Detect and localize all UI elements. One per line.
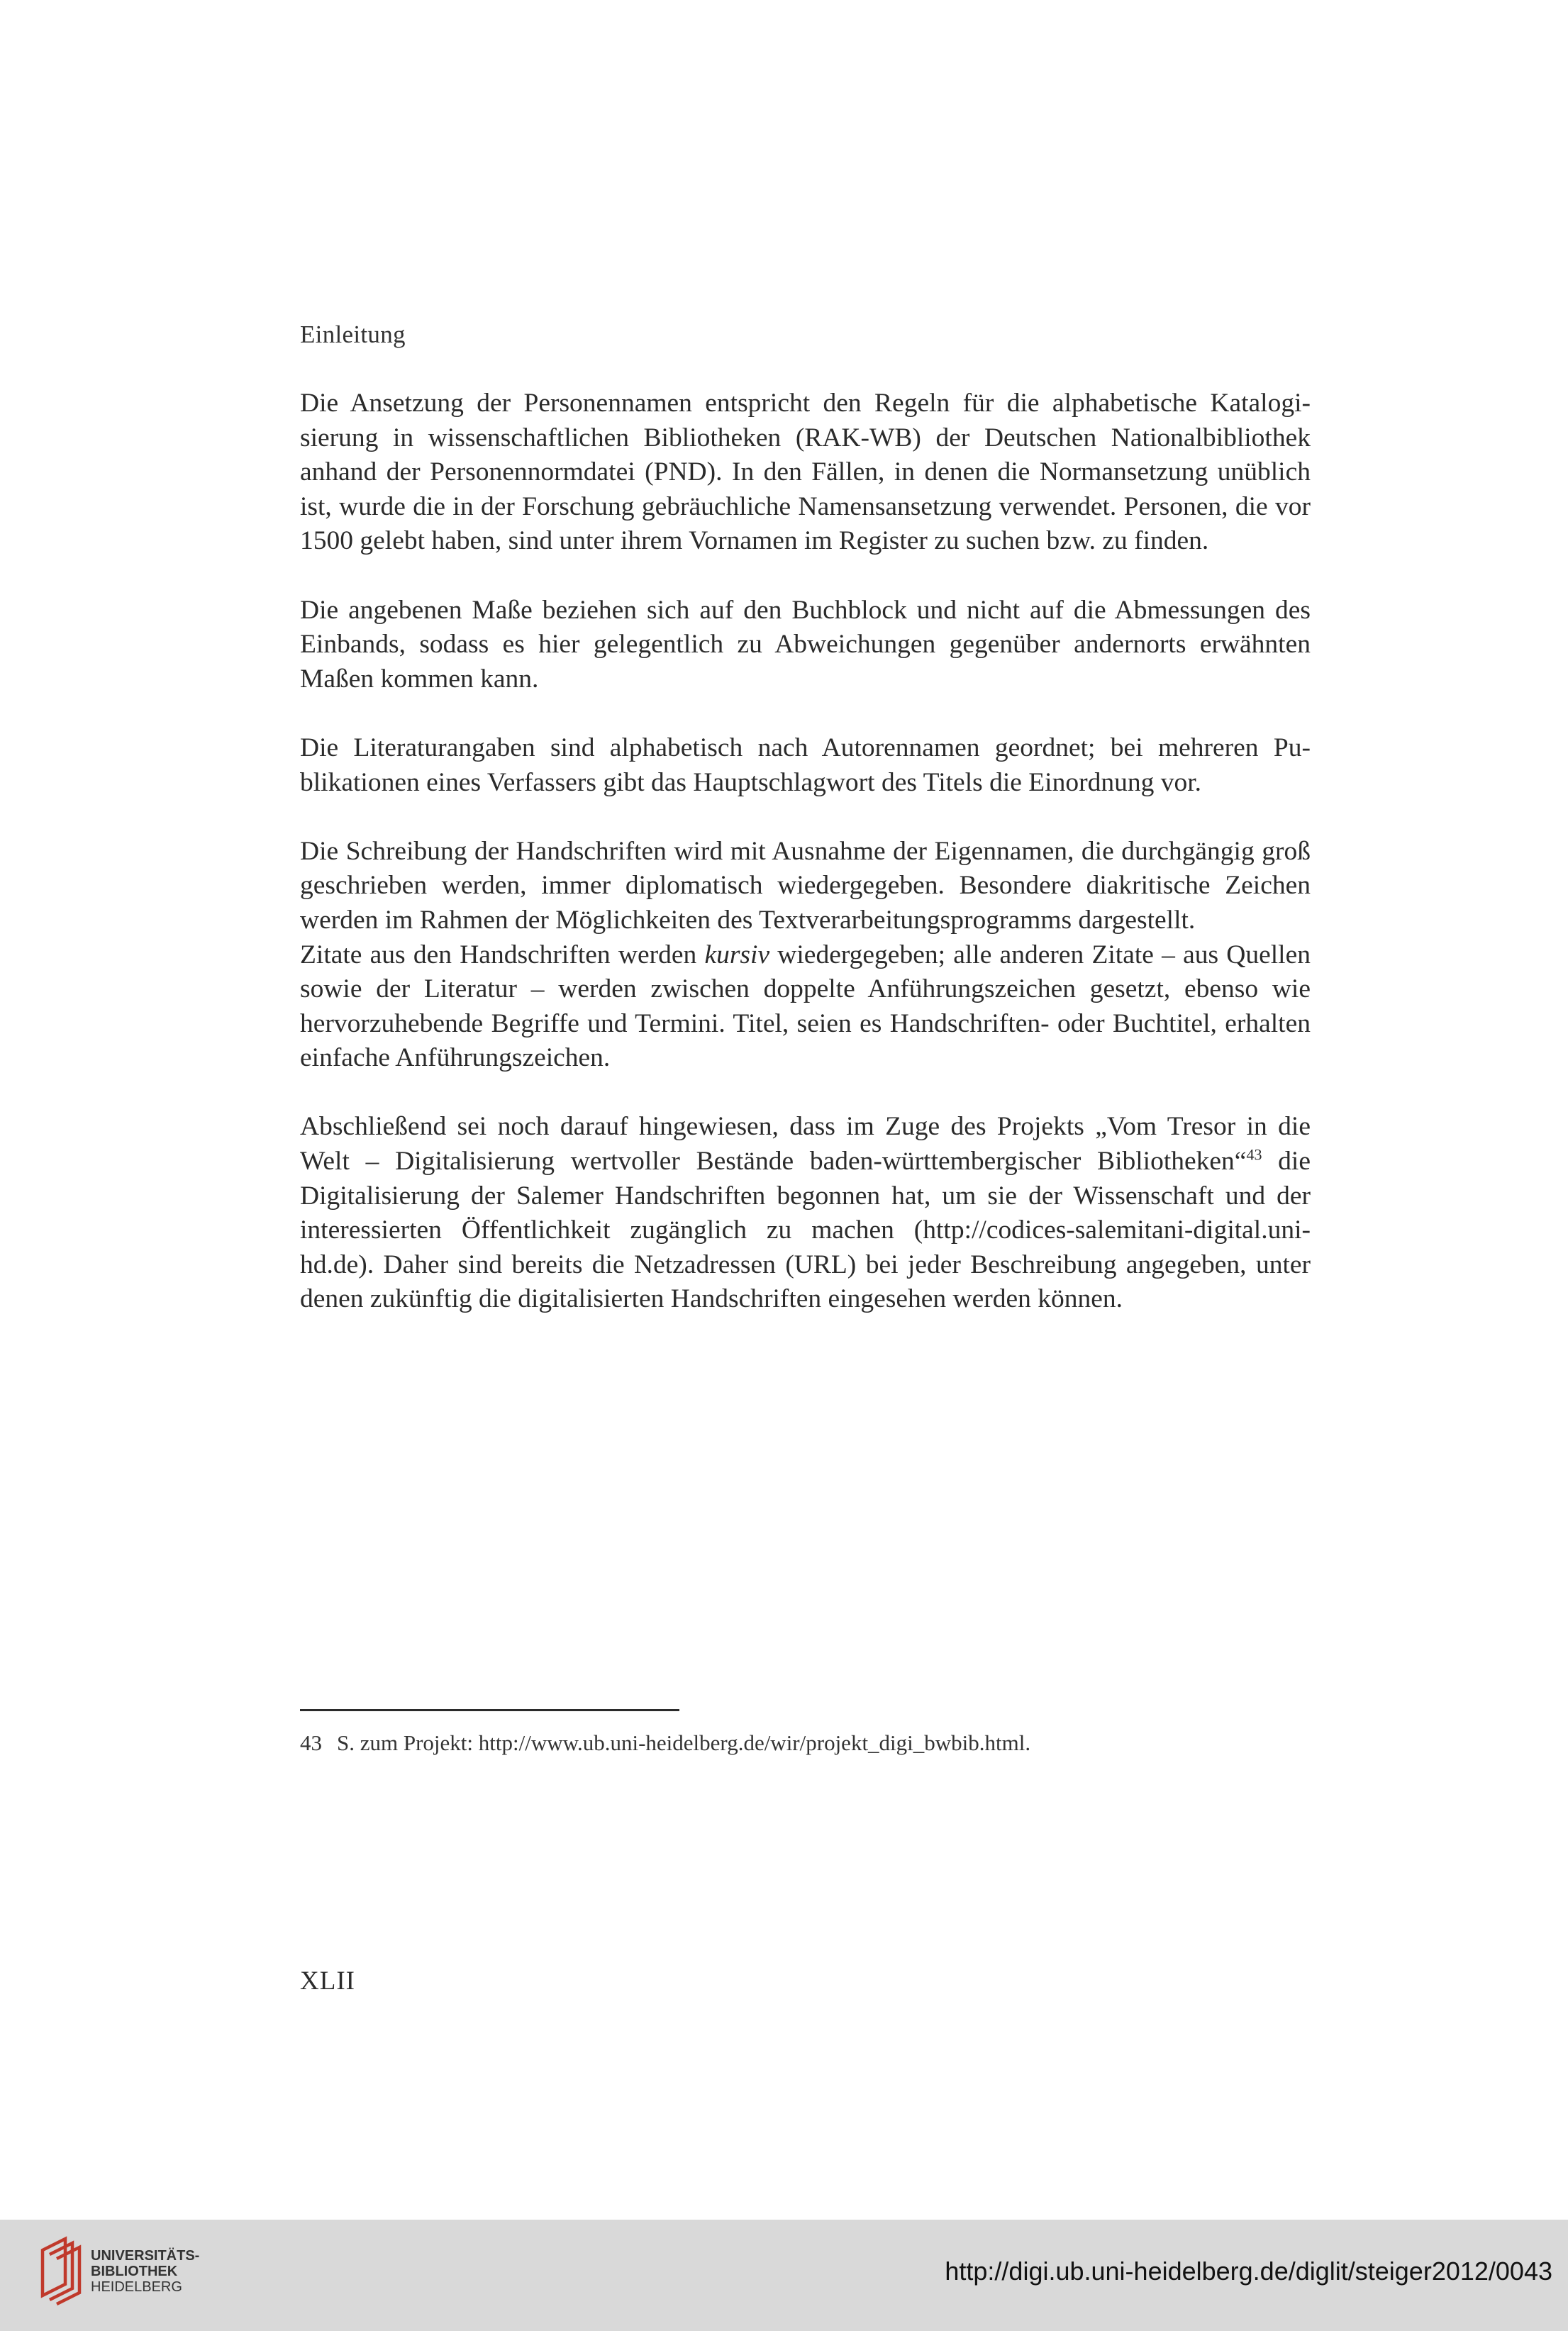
paragraph-quotations [300,938,1311,1076]
paragraph-digitization [300,1110,1311,1317]
footnote-number: 43 [300,1730,322,1755]
paragraph-bibliography: Die Literaturangaben sind alphabetisch nach Autorennamen geordnet; bei mehreren Publikationen eines Verfassers gibt das Hauptschlagwort des Titels die Einordnung vor. [300,733,1311,797]
footnote-text: S. zum Projekt: http://www.ub.uni-heidelberg.de/wir/projekt_digi_bwbib.html. [337,1730,1031,1755]
paragraph-name-conventions: Die Ansetzung der Personennamen entspricht den Regeln für die alphabetische Katalogisierung in wissenschaftlichen Bibliotheken (RAK-WB) der Deutschen Nationalbibliothek anhand der Personennormdatei (PND). In den Fällen, in denen die Normansetzung unüblich ist, wurde die in der Forschung gebräuchliche Namensansetzung verwendet. Personen, die vor 1500 gelebt haben, sind unter ihrem Vornamen im Register zu suchen bzw. zu finden. [300,389,1311,556]
italic-term: kursiv [704,940,770,969]
running-head: Einleitung [300,321,406,348]
footnote-reference[interactable]: 43 [1246,1145,1262,1164]
quotations-text-start: Zitate aus den Handschriften werden [300,940,705,969]
footnote [300,1730,1030,1757]
paragraph-measurements: Die angebenen Maße beziehen sich auf den Buchblock und nicht auf die Abmessungen des Einbands, sodass es hier gelegentlich zu Abweichungen gegenüber andernorts erwähnten Maßen kommen kann. [300,595,1311,694]
library-logo-icon[interactable] [37,2235,87,2305]
library-logo-text [91,2248,199,2295]
page-number: XLII [300,1966,355,1996]
paragraph-transcription: Die Schreibung der Handschriften wird mit Ausnahme der Eigennamen, die durchgängig groß geschrieben werden, immer diplomatisch wiedergegeben. Besondere diakritische Zeichen werden im Rahmen der Möglichkeiten des Textverarbeitungsprogramms dargestellt. [300,836,1311,935]
quotations-text-end: wiedergegeben; alle anderen Zitate – aus Quellen sowie der Literatur – werden zwischen doppelte Anführungszeichen gesetzt, ebenso wie hervorzuhebende Begriffe und Termini. Titel, seien es Handschriften- oder Buchtitel, erhalten einfache Anführungszeichen. [300,940,1311,1073]
digitization-text-end: die Digitalisierung der Salemer Handschriften begonnen hat, um sie der Wissenschaft und der interessierten Öffentlichkeit zugänglich zu machen (http://codices-salemitani-digital.uni-hd.de). Daher sind bereits die Netzadressen (URL) bei jeder Beschreibung angegeben, unter denen zukünftig die digitalisierten Handschriften eingesehen werden können. [300,1147,1311,1314]
logo-line-bibliothek: BIBLIOTHEK [91,2264,178,2279]
body-text [300,386,1311,1317]
digitization-text-start: Abschließend sei noch darauf hingewiesen, dass im Zuge des Projekts „Vom Tresor in die Welt – Digitalisierung wertvoller Bestände baden-württembergischer Bibliotheken“ [300,1112,1311,1176]
logo-line-heidelberg: HEIDELBERG [91,2279,182,2295]
source-url-link[interactable]: http://digi.ub.uni-heidelberg.de/diglit/steiger2012/0043 [945,2257,1552,2286]
logo-line-universitaets: UNIVERSITÄTS- [91,2248,200,2264]
footer-bar [0,2220,1568,2331]
footnote-divider [300,1709,679,1711]
